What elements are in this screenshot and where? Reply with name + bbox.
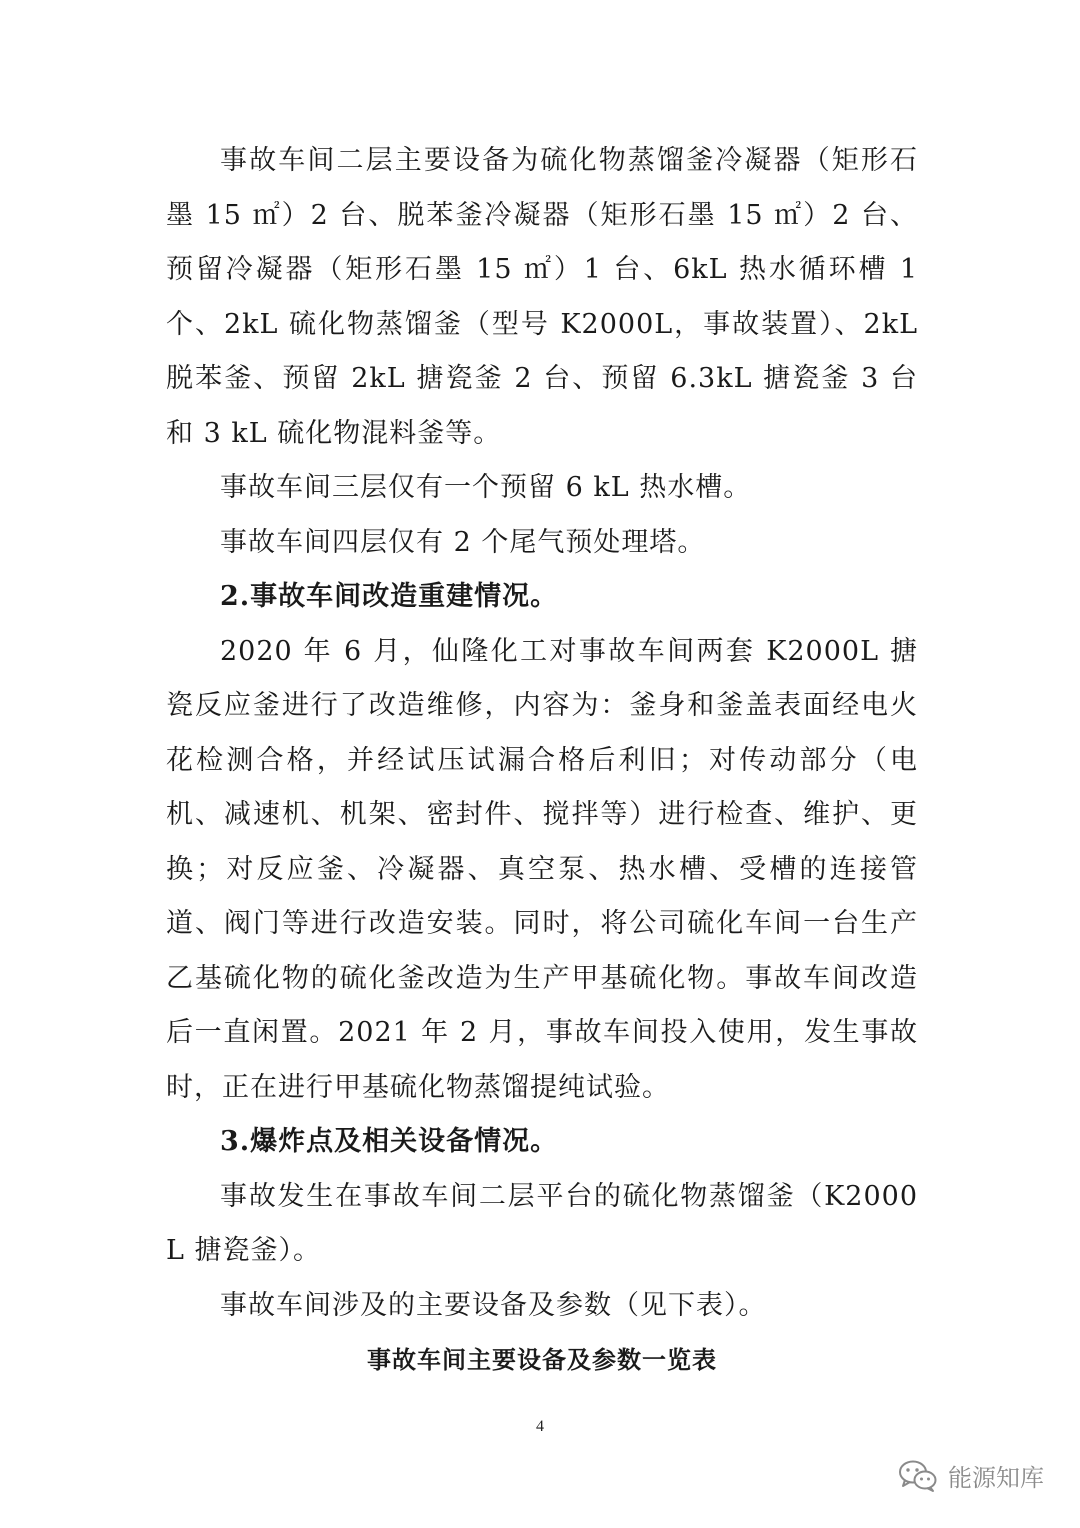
paragraph-explosion-location: 事故发生在事故车间二层平台的硫化物蒸馏釜（K2000L 搪瓷釜）。 [166, 1180, 918, 1266]
wechat-icon [898, 1459, 938, 1493]
watermark [898, 1458, 1044, 1493]
section-heading-explosion-point: 3.爆炸点及相关设备情况。 [220, 1126, 559, 1157]
paragraph-floor2-equipment: 事故车间二层主要设备为硫化物蒸馏釜冷凝器（矩形石墨 15 ㎡）2 台、脱苯釜冷凝器（矩形石墨 15 ㎡）2 台、预留冷凝器（矩形石墨 15 ㎡）1 台、6kL 热水循环槽 1 个、2kL 硫化物蒸馏釜（型号 K2000L，事故装置）、2kL 脱苯釜、预留 2kL 搪瓷釜 2 台、预留 6.3kL 搪瓷釜 3 台和 3 kL 硫化物混料釜等。 [166, 145, 918, 449]
paragraph-renovation: 2020 年 6 月，仙隆化工对事故车间两套 K2000L 搪瓷反应釜进行了改造维修，内容为：釜身和釜盖表面经电火花检测合格，并经试压试漏合格后利旧；对传动部分（电机、减速机、机架、密封件、搅拌等）进行检查、维护、更换；对反应釜、冷凝器、真空泵、热水槽、受槽的连接管道、阀门等进行改造安装。同时，将公司硫化车间一台生产乙基硫化物的硫化釜改造为生产甲基硫化物。事故车间改造后一直闲置。2021 年 2 月，事故车间投入使用，发生事故时，正在进行甲基硫化物蒸馏提纯试验。 [166, 635, 918, 1103]
page-number: 4 [536, 1418, 544, 1435]
table-title: 事故车间主要设备及参数一览表 [367, 1345, 717, 1374]
paragraph-equipment-reference: 事故车间涉及的主要设备及参数（见下表）。 [220, 1289, 767, 1321]
section-heading-renovation: 2.事故车间改造重建情况。 [220, 581, 559, 612]
watermark-text: 能源知库 [948, 1464, 1044, 1492]
paragraph-floor4-equipment: 事故车间四层仅有 2 个尾气预处理塔。 [220, 526, 706, 558]
document-body [166, 134, 918, 1387]
paragraph-floor3-equipment: 事故车间三层仅有一个预留 6 kL 热水槽。 [220, 472, 752, 503]
